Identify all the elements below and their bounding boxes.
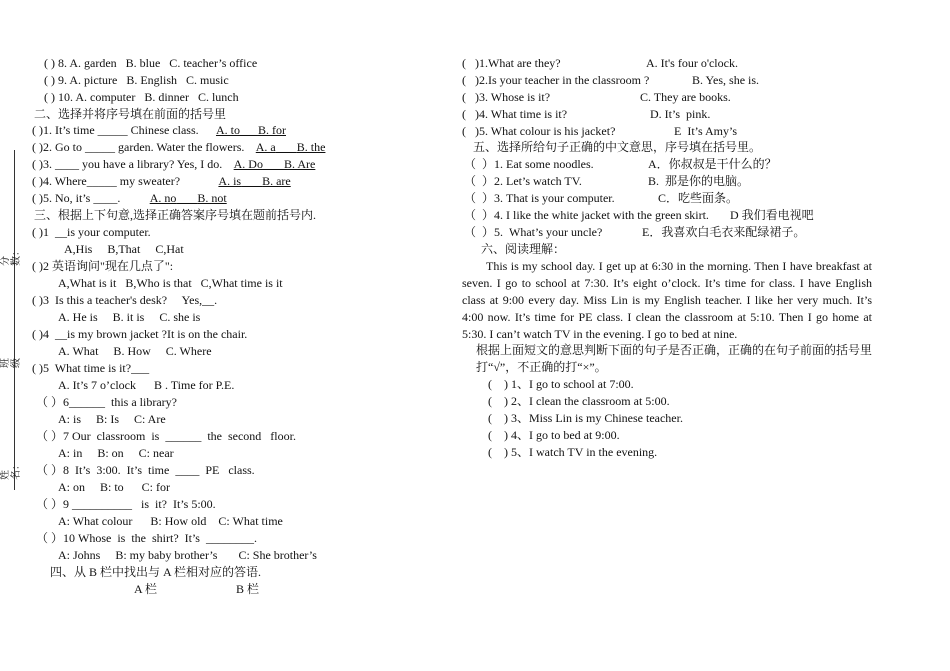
- s3-line: A: Johns B: my baby brother’s C: She brother’s: [58, 548, 317, 562]
- s2-question-1: [32, 122, 286, 139]
- match-q3: ( )3. Whose is it?: [462, 90, 551, 104]
- s2-q2-option-b: B. the: [296, 140, 326, 154]
- s3-line: （ ）10 Whose is the shirt? It’s ________.: [36, 531, 257, 545]
- s5-q4: （ ）4. I like the white jacket with the green skirt.: [464, 208, 709, 222]
- s3-line: ( )1 __is your computer.: [32, 225, 151, 239]
- s2-q3-option-a: A. Do: [233, 157, 263, 171]
- s2-q1-option-b: B. for: [257, 123, 286, 137]
- s2-q1-text: ( )1. It’s time _____ Chinese class.: [32, 123, 199, 137]
- tf-item: ( ) 1、I go to school at 7:00.: [488, 377, 634, 391]
- s2-question-4: [32, 173, 291, 190]
- s3-line: ( )2 英语询问"现在几点了":: [32, 259, 174, 273]
- s3-line: A,His B,That C,Hat: [64, 242, 184, 256]
- margin-score-label: 分数：: [0, 246, 22, 266]
- s5-q1: （ ）1. Eat some noodles.: [464, 157, 594, 171]
- match-q2: ( )2.Is your teacher in the classroom ?: [462, 73, 650, 87]
- match-q4: ( )4. What time is it?: [462, 107, 568, 121]
- s3-line: A: is B: Is C: Are: [58, 412, 166, 426]
- s3-line: ( )4 __is my brown jacket ?It is on the chair.: [32, 327, 248, 341]
- s3-line: A: What colour B: How old C: What time: [58, 514, 283, 528]
- margin-name-label: 姓名：: [0, 460, 22, 480]
- question-10: ( ) 10. A. computer B. dinner C. lunch: [44, 90, 239, 104]
- section-6-title: 六、阅读理解：: [481, 242, 566, 256]
- s5-a5: E．我喜欢白毛衣来配绿裙子。: [642, 225, 806, 239]
- match-a2: B. Yes, she is.: [692, 73, 760, 87]
- tf-item: ( ) 5、I watch TV in the evening.: [488, 445, 658, 459]
- s5-q2: （ ）2. Let’s watch TV.: [464, 174, 582, 188]
- section-5-title: 五、选择所给句子正确的中文意思，序号填在括号里。: [473, 140, 762, 154]
- s3-line: （ ）9 __________ is it? It’s 5:00.: [36, 497, 216, 511]
- s3-line: A: in B: on C: near: [58, 446, 174, 460]
- tf-item: ( ) 4、I go to bed at 9:00.: [488, 428, 620, 442]
- section-3-title: 三、根据上下句意,选择正确答案序号填在题前括号内.: [34, 208, 317, 222]
- s5-a1: A．你叔叔是干什么的？: [648, 157, 777, 171]
- s2-question-3: [32, 156, 315, 173]
- s2-q3-option-b: B. Are: [283, 157, 316, 171]
- s2-q5-text: ( )5. No, it’s ____.: [32, 191, 121, 205]
- s2-question-5: [32, 190, 227, 207]
- s2-q1-option-a: A. to: [215, 123, 240, 137]
- s3-line: A. He is B. it is C. she is: [58, 310, 201, 324]
- reading-passage: [462, 258, 872, 343]
- question-8: ( ) 8. A. garden B. blue C. teacher’s office: [44, 56, 258, 70]
- match-a3: C. They are books.: [640, 90, 731, 104]
- match-a4: D. It’s pink.: [650, 107, 711, 121]
- s3-line: A: on B: to C: for: [58, 480, 171, 494]
- s3-line: （ ）8 It’s 3:00. It’s time ____ PE class.: [36, 463, 255, 477]
- s2-q5-option-b: B. not: [197, 191, 227, 205]
- s3-line: ( )3 Is this a teacher's desk? Yes,__.: [32, 293, 218, 307]
- s3-line: A. What B. How C. Where: [58, 344, 212, 358]
- tf-item: ( ) 2、I clean the classroom at 5:00.: [488, 394, 670, 408]
- s2-q5-option-a: A. no: [149, 191, 177, 205]
- tf-instruction: [476, 342, 872, 376]
- s2-q4-option-a: A. is: [218, 174, 242, 188]
- s2-q2-text: ( )2. Go to _____ garden. Water the flowers.: [32, 140, 245, 154]
- margin-class-label: 班级: [0, 358, 22, 368]
- s2-q2-option-a: A. a: [255, 140, 276, 154]
- question-9: ( ) 9. A. picture B. English C. music: [44, 73, 229, 87]
- binding-line: [14, 150, 15, 490]
- s3-line: A. It’s 7 o’clock B . Time for P.E.: [58, 378, 235, 392]
- column-a-heading: A 栏: [134, 582, 158, 596]
- s5-a2: B. 那是你的电脑。: [648, 174, 750, 188]
- s5-q3: （ ）3. That is your computer.: [464, 191, 615, 205]
- tf-instruction-text: 根据上面短文的意思判断下面的句子是否正确，正确的在句子前面的括号里打“√”，不正确的打“×”。: [476, 343, 873, 374]
- column-b-heading: B 栏: [236, 582, 260, 596]
- s5-q5: （ ）5. What’s your uncle?: [464, 225, 603, 239]
- section-2-title: 二、选择并将序号填在前面的括号里: [34, 107, 227, 121]
- section-4-title: 四、从 B 栏中找出与 A 栏相对应的答语.: [50, 565, 262, 579]
- match-q5: ( )5. What colour is his jacket?: [462, 124, 616, 138]
- s3-line: ( )5 What time is it?___: [32, 361, 150, 375]
- match-a1: A. It's four o'clock.: [646, 56, 738, 70]
- match-a5: E It’s Amy’s: [674, 124, 738, 138]
- match-q1: ( )1.What are they?: [462, 56, 561, 70]
- reading-passage-text: This is my school day. I get up at 6:30 in the morning. Then I have breakfast at seven. I go to school at 7:30. It’s eight o’clock. It’s time for class. I have English class at 9:00 every day. Miss Lin is my English teacher. I like her very much. It’s 4:00 now. It’s time for PE class. I clean the classroom at 5:10. Then I go home at 5:30. I can’t watch TV in the evening. I go to bed at nine.: [462, 259, 872, 341]
- s5-a4: D 我们看电视吧: [730, 208, 814, 222]
- s2-q3-text: ( )3. ____ you have a library? Yes, I do.: [32, 157, 223, 171]
- s3-line: （ ）7 Our classroom is ______ the second floor.: [36, 429, 296, 443]
- s2-q4-text: ( )4. Where_____ my sweater?: [32, 174, 181, 188]
- s2-question-2: [32, 139, 325, 156]
- tf-item: ( ) 3、Miss Lin is my Chinese teacher.: [488, 411, 683, 425]
- s3-line: （ ）6______ this a library?: [36, 395, 177, 409]
- s3-line: A,What is it B,Who is that C,What time is it: [58, 276, 283, 290]
- s2-q4-option-b: B. are: [262, 174, 291, 188]
- s5-a3: C．吃些面条。: [658, 191, 739, 205]
